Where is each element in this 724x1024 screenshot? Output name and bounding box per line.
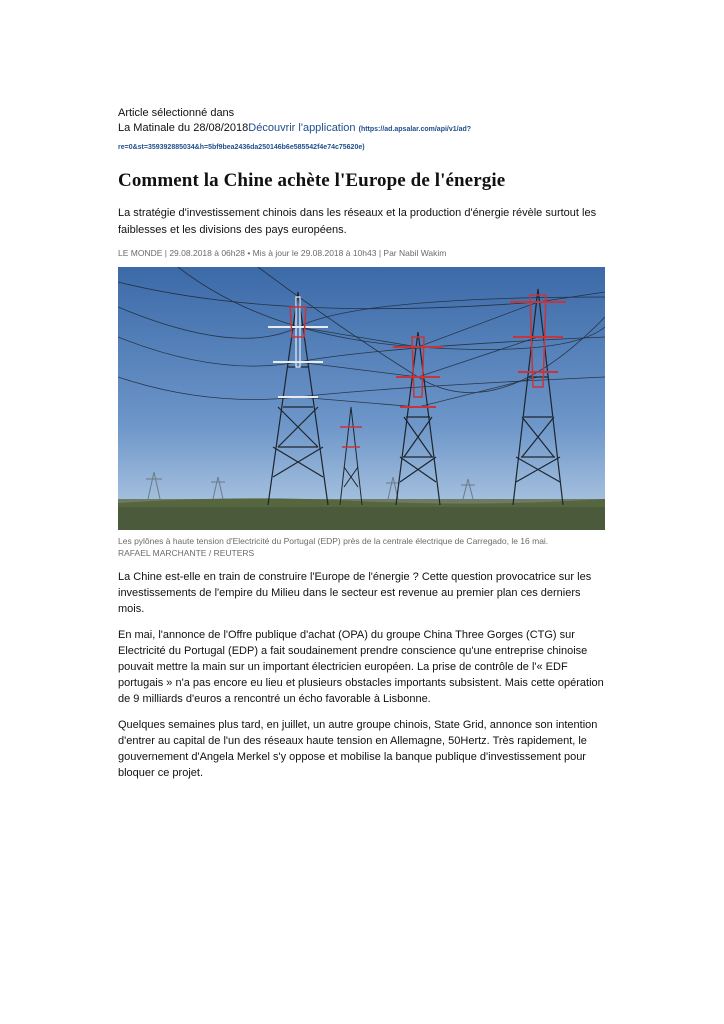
article-title: Comment la Chine achète l'Europe de l'énergie <box>118 170 506 191</box>
photo-caption: Les pylônes à haute tension d'Electricité du Portugal (EDP) près de la centrale électrique de Carregado, le 16 mai. <box>118 536 549 546</box>
photo-credit: RAFAEL MARCHANTE / REUTERS <box>118 548 255 558</box>
app-url-part2[interactable]: re=0&st=359392885034&h=5bf9bea2436da250146b6e585542f4e74c75620e) <box>118 144 365 151</box>
article-byline: LE MONDE | 29.08.2018 à 06h28 • Mis à jour le 29.08.2018 à 10h43 | Par Nabil Wakim <box>118 248 447 258</box>
paragraph: En mai, l'annonce de l'Offre publique d'achat (OPA) du groupe China Three Gorges (CTG) sur Electricité du Portugal (EDP) a fait soudainement prendre conscience qu'une entreprise chinoise pouvait mettre la main sur un important électricien européen. La prise de contrôle de l'« EDF portugais » n'a pas encore eu lieu et plusieurs obstacles importants subsistent. Mais cette opération de 9 milliards d'euros a rencontré un écho favorable à Lisbonne. <box>118 629 604 705</box>
pylons-photo <box>118 267 605 530</box>
app-url-part1[interactable]: (https://ad.apsalar.com/api/v1/ad? <box>358 126 472 133</box>
paragraph: Quelques semaines plus tard, en juillet, un autre groupe chinois, State Grid, annonce son intention d'entrer au capital de l'un des réseaux haute tension en Allemagne, 50Hertz. Très rapidement, le gouvernement d'Angela Merkel s'y oppose et mobilise la banque publique d'investissement pour bloquer ce projet. <box>118 719 598 779</box>
selection-notice: Article sélectionné dans <box>118 107 235 119</box>
edition-line <box>118 121 608 137</box>
edition-label: La Matinale du 28/08/2018 <box>118 122 249 134</box>
article-lede: La stratégie d'investissement chinois dans les réseaux et la production d'énergie révèle surtout les faiblesses et les divisions des pays européens. <box>118 207 597 236</box>
article-page <box>118 106 608 782</box>
discover-app-link[interactable]: Découvrir l'application <box>248 122 356 134</box>
paragraph: La Chine est-elle en train de construire l'Europe de l'énergie ? Cette question provocatrice sur les investissements de l'empire du Milieu dans le secteur est revenue au premier plan ces derniers mois. <box>118 571 592 615</box>
